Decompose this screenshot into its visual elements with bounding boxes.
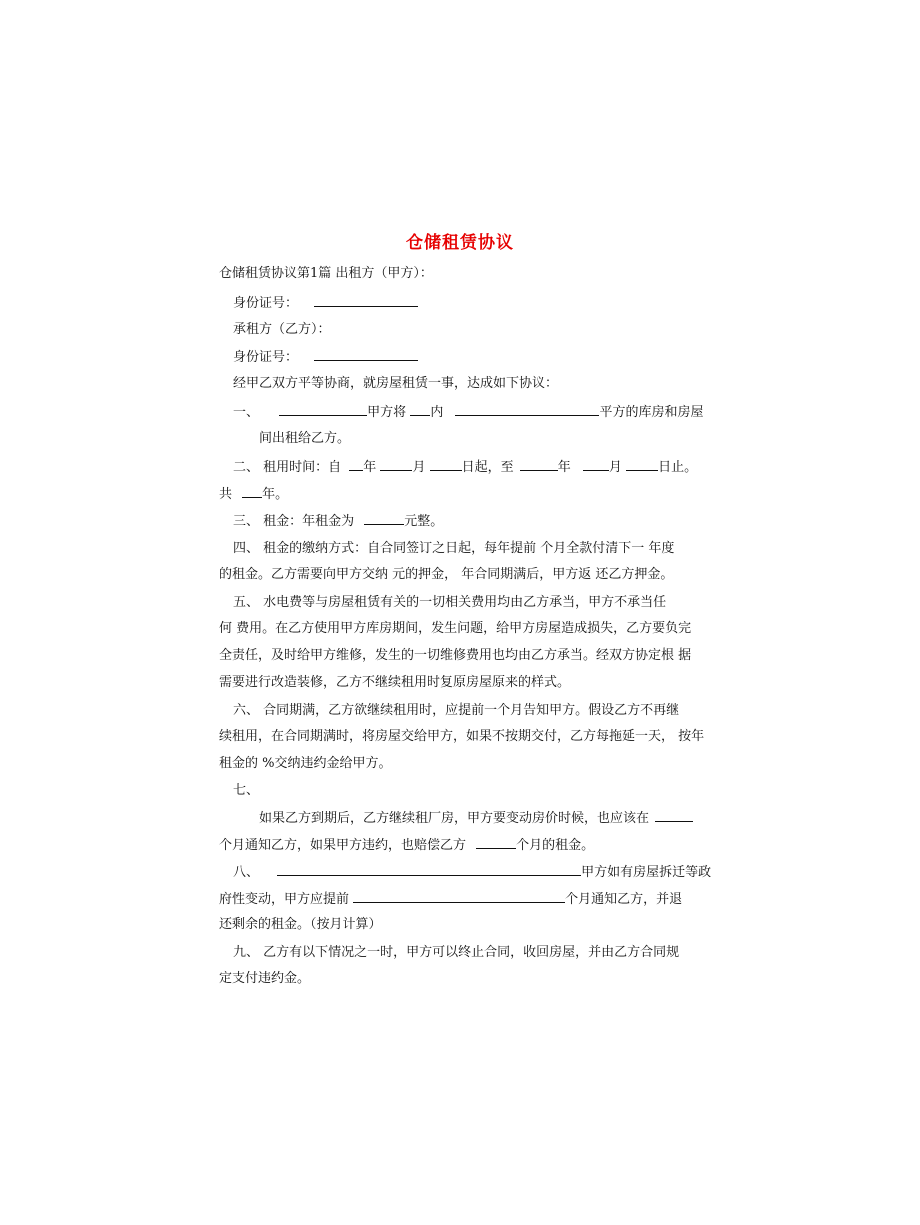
clause-2-blank-2 (380, 458, 412, 471)
clause-2-day-1: 日起，至 (461, 460, 514, 475)
clause-1-text-b: 内 (430, 405, 444, 420)
clause-7-number: 七、 (233, 783, 260, 798)
clause-1-line-1 (233, 403, 703, 422)
clause-8-text-c: 个月通知乙方，并退 (565, 892, 683, 907)
clause-7-blank-b (476, 836, 516, 849)
clause-6-line-2: 续租用，在合同期满时，将房屋交给甲方，如果不按期交付，乙方每拖延一天， 按年 (219, 729, 705, 744)
clause-4-line-1: 四、 租金的缴纳方式：自合同签订之日起，每年提前 个月全款付清下一 年度 (233, 541, 675, 556)
clause-8-number: 八、 (233, 865, 260, 880)
clause-5-line-3: 全责任，及时给甲方维修，发生的一切维修费用也均由乙方承当。经双方协定根 据 (219, 648, 692, 663)
clause-6-line-3: 租金的 %交纳违约金给甲方。 (219, 756, 392, 771)
lessor-id-line (233, 294, 418, 313)
clause-5-line-4: 需要进行改造装修，乙方不继续租用时复原房屋原来的样式。 (219, 675, 571, 690)
clause-8-line-2 (219, 890, 682, 909)
clause-5-line-1: 五、 水电费等与房屋租赁有关的一切相关费用均由乙方承当，甲方不承当任 (233, 595, 667, 610)
clause-2-blank-4 (520, 458, 558, 471)
clause-9-line-2: 定支付违约金。 (219, 971, 311, 986)
clause-2-line-2 (219, 485, 288, 504)
clause-5-line-2: 何 费用。在乙方使用甲方库房期间，发生问题，给甲方房屋造成损失，乙方要负完 (219, 621, 692, 636)
clause-2-text-a: 二、 租用时间：自 (233, 460, 342, 475)
clause-2-blank-5 (583, 458, 609, 471)
lessor-id-label: 身份证号： (233, 296, 299, 311)
clause-3-line (233, 512, 443, 531)
clause-2-total-label: 共 (219, 487, 233, 502)
clause-2-blank-7 (242, 485, 262, 498)
clause-7-text-a: 如果乙方到期后，乙方继续租厂房，甲方要变动房价时候，也应该在 (259, 811, 650, 826)
intro-line: 仓储租赁协议第1篇 出租方（甲方）： (219, 266, 433, 281)
document-title: 仓储租赁协议 (406, 233, 514, 253)
lessee-id-line (233, 348, 418, 367)
clause-8-line-3: 还剩余的租金。（按月计算） (219, 917, 382, 932)
clause-1-text-c: 平方的库房和房屋 (599, 405, 704, 420)
clause-2-total-year: 年。 (262, 487, 289, 502)
lessee-line: 承租方（乙方）： (233, 322, 331, 337)
clause-2-month-2: 月 (608, 460, 622, 475)
clause-2-blank-3 (430, 458, 462, 471)
clause-3-text: 三、 租金：年租金为 (233, 514, 355, 529)
clause-9-line-1: 九、 乙方有以下情况之一时，甲方可以终止合同，收回房屋，并由乙方合同规 (233, 945, 680, 960)
clause-1-number: 一、 (233, 405, 260, 420)
agreement-intro: 经甲乙双方平等协商，就房屋租赁一事，达成如下协议： (233, 376, 559, 391)
clause-7-line-2 (219, 836, 594, 855)
clause-3-unit: 元整。 (404, 514, 444, 529)
clause-2-year-2: 年 (557, 460, 571, 475)
clause-7-blank-a (655, 809, 693, 822)
clause-7-line-1 (259, 809, 693, 828)
clause-2-line-1 (233, 458, 697, 477)
clause-1-line-2: 间出租给乙方。 (259, 431, 351, 446)
clause-8-blank-a (277, 863, 581, 876)
clause-2-blank-1 (349, 458, 363, 471)
clause-8-text-b: 府性变动，甲方应提前 (219, 892, 350, 907)
clause-1-blank-c (455, 403, 599, 416)
clause-3-blank (364, 512, 404, 525)
lessor-id-blank (314, 294, 418, 307)
clause-4-line-2: 的租金。乙方需要向甲方交纳 元的押金， 年合同期满后，甲方返 还乙方押金。 (219, 567, 674, 582)
clause-2-year-1: 年 (363, 460, 377, 475)
clause-8-blank-b (353, 890, 565, 903)
clause-8-line-1 (233, 863, 711, 882)
clause-6-line-1: 六、 合同期满，乙方欲继续租用时，应提前一个月告知甲方。假设乙方不再继 (233, 703, 680, 718)
lessee-id-blank (314, 348, 418, 361)
clause-1-text-a: 甲方将 (367, 405, 407, 420)
clause-2-day-2: 日止。 (658, 460, 698, 475)
clause-8-text-a: 甲方如有房屋拆迁等政 (581, 865, 712, 880)
clause-1-blank-a (279, 403, 367, 416)
clause-2-blank-6 (626, 458, 658, 471)
clause-1-blank-b (410, 403, 430, 416)
clause-2-month-1: 月 (412, 460, 426, 475)
clause-7-text-c: 个月的租金。 (516, 838, 595, 853)
lessee-id-label: 身份证号： (233, 350, 299, 365)
clause-7-text-b: 个月通知乙方，如果甲方违约，也赔偿乙方 (219, 838, 467, 853)
